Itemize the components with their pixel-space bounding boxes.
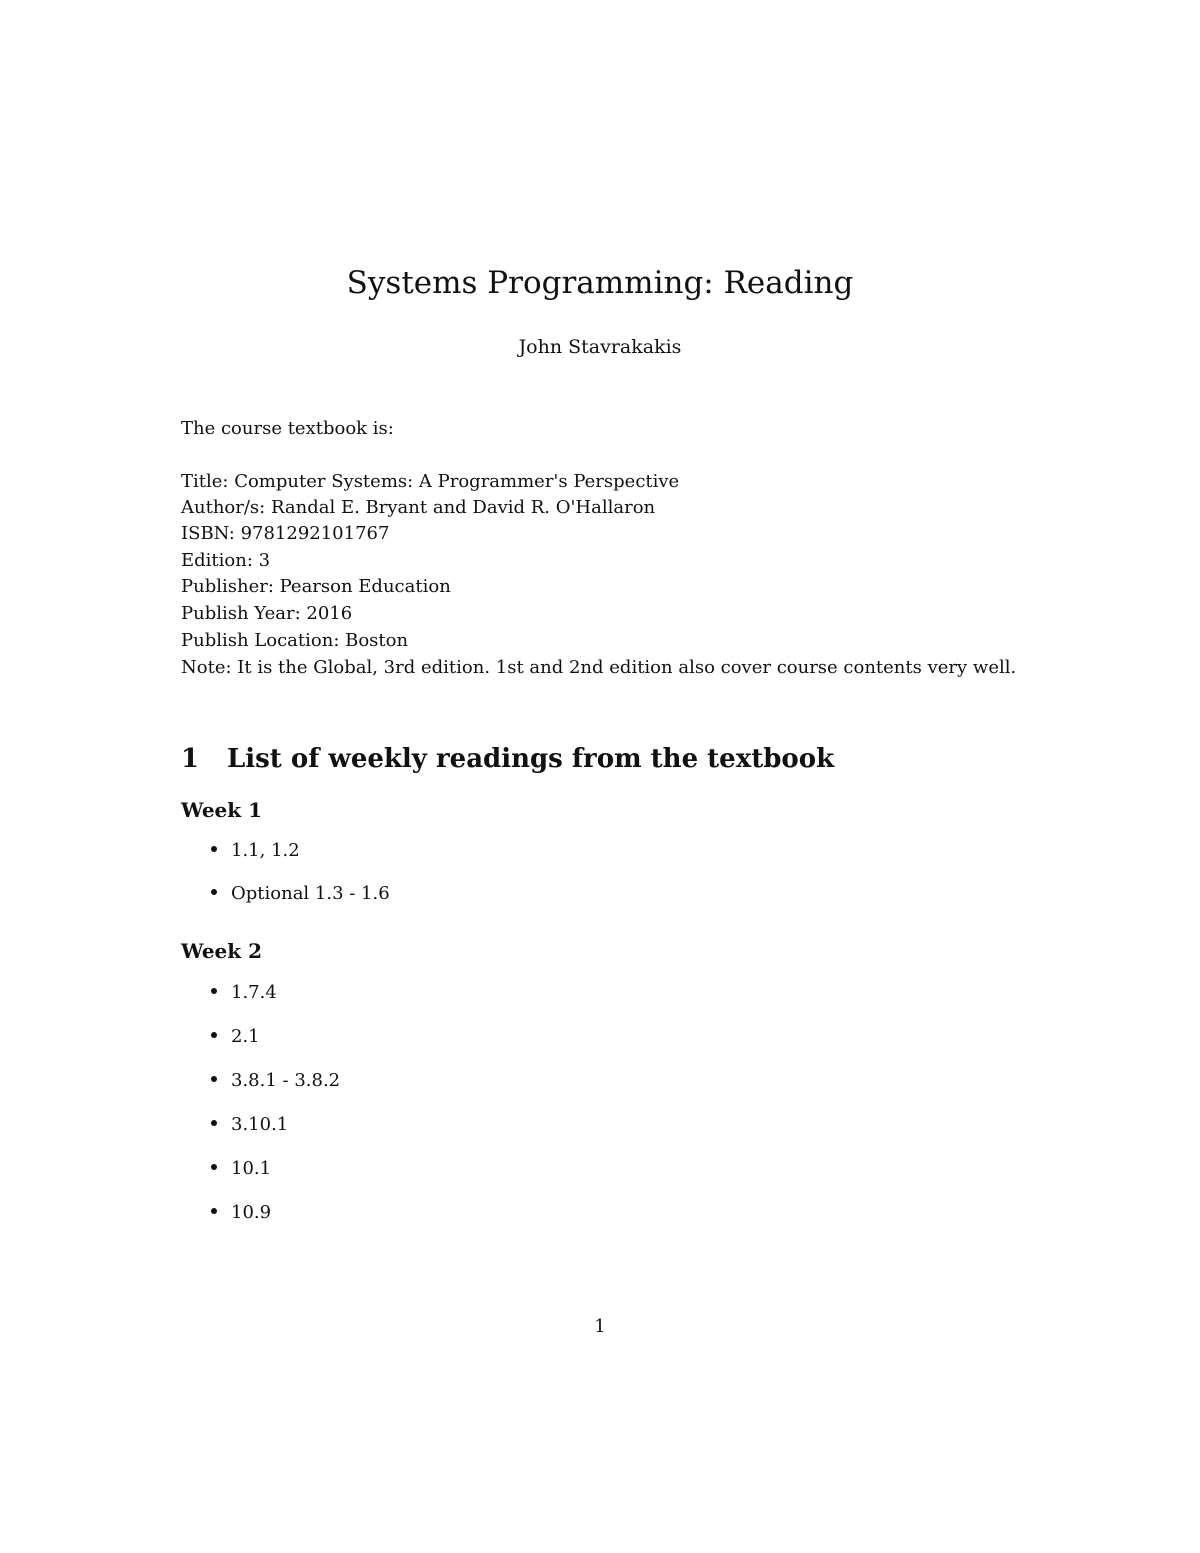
list-item: 1.1, 1.2 xyxy=(211,842,300,860)
section-number: 1 xyxy=(181,744,200,774)
list-item: 3.8.1 - 3.8.2 xyxy=(211,1072,340,1090)
bullet-icon xyxy=(211,1120,217,1126)
book-edition-line: Edition: 3 xyxy=(181,550,271,571)
book-title-line: Title: Computer Systems: A Programmer's Perspective xyxy=(181,471,680,492)
document-author: John Stavrakakis xyxy=(518,336,682,358)
section-heading xyxy=(181,746,834,772)
bullet-icon xyxy=(211,1164,217,1170)
book-note-line: Note: It is the Global, 3rd edition. 1st and 2nd edition also cover course contents very well. xyxy=(181,657,1017,678)
list-item: Optional 1.3 - 1.6 xyxy=(211,885,390,903)
bullet-icon xyxy=(211,1076,217,1082)
book-publisher-line: Publisher: Pearson Education xyxy=(181,576,451,597)
week-heading: Week 1 xyxy=(181,798,263,822)
week-heading: Week 2 xyxy=(181,939,263,963)
bullet-icon xyxy=(211,889,217,895)
bullet-icon xyxy=(211,1032,217,1038)
book-location-line: Publish Location: Boston xyxy=(181,630,409,651)
book-isbn-line: ISBN: 9781292101767 xyxy=(181,523,390,544)
page-number: 1 xyxy=(594,1316,606,1337)
intro-text: The course textbook is: xyxy=(181,418,394,439)
list-item: 10.1 xyxy=(211,1160,271,1178)
list-item: 10.9 xyxy=(211,1204,271,1222)
section-title: List of weekly readings from the textbook xyxy=(227,744,835,774)
document-title: Systems Programming: Reading xyxy=(346,265,854,301)
bullet-icon xyxy=(211,1208,217,1214)
list-item: 1.7.4 xyxy=(211,984,277,1002)
book-author-line: Author/s: Randal E. Bryant and David R. O'Hallaron xyxy=(181,497,656,518)
list-item: 3.10.1 xyxy=(211,1116,288,1134)
bullet-icon xyxy=(211,988,217,994)
bullet-icon xyxy=(211,846,217,852)
book-year-line: Publish Year: 2016 xyxy=(181,603,353,624)
list-item: 2.1 xyxy=(211,1028,260,1046)
